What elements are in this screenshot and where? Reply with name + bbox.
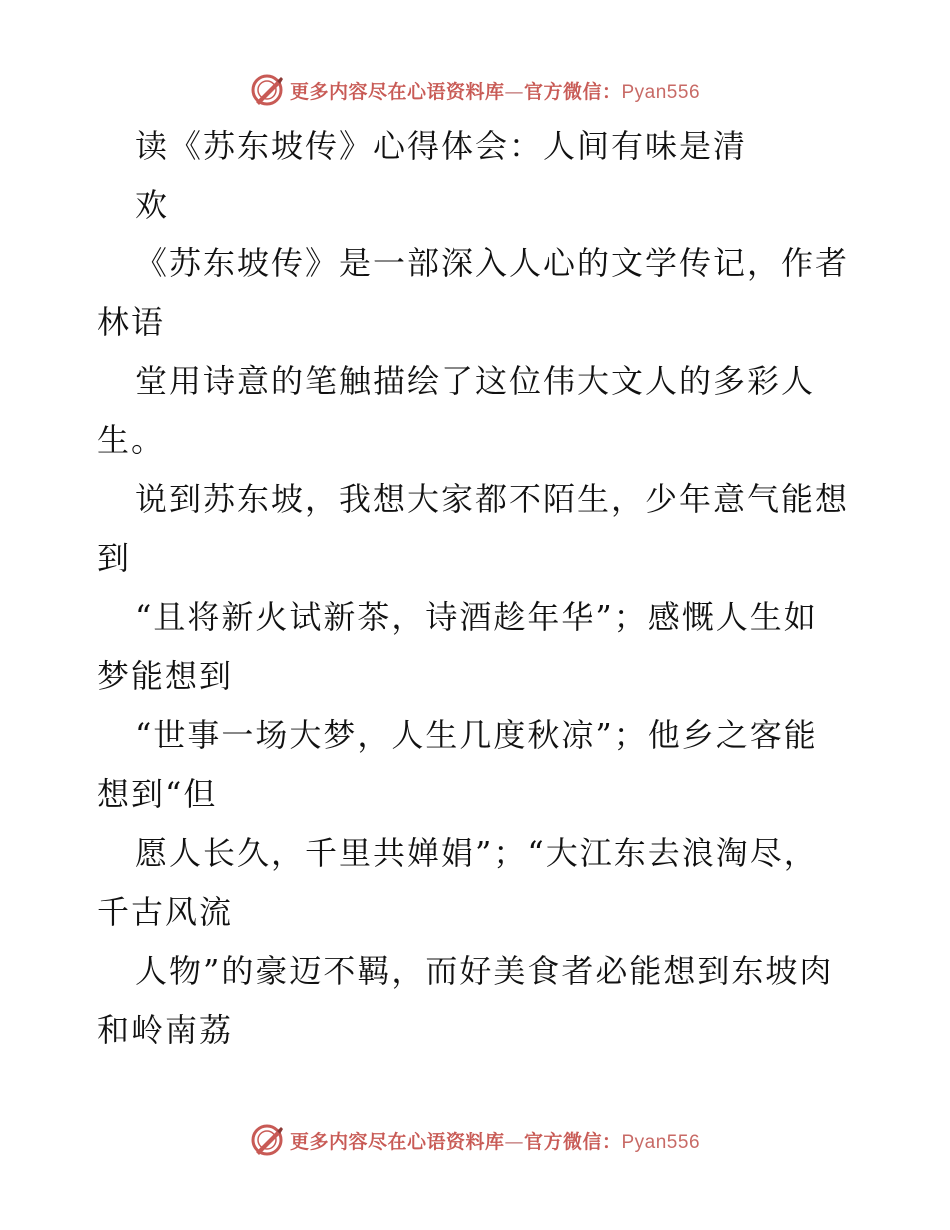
pen-logo-icon [250, 73, 284, 107]
title-line-2: 欢 [135, 186, 170, 224]
footer-banner-dash: — [504, 1130, 524, 1153]
text-line: 想到“但 [97, 775, 218, 813]
footer-banner-text [290, 1127, 700, 1154]
footer-banner-wechat-label: 官方微信： [523, 1130, 622, 1153]
header-banner-dash: — [504, 80, 524, 103]
header-banner-text [290, 77, 700, 104]
text-line: “且将新火试新茶，诗酒趁年华”；感慨人生如 [135, 598, 818, 636]
text-line: 到 [97, 539, 132, 577]
pen-logo-icon [250, 1123, 284, 1157]
text-line: 说到苏东坡，我想大家都不陌生，少年意气能想 [135, 480, 850, 518]
header-banner-wechat-label: 官方微信： [523, 80, 622, 103]
text-line: 堂用诗意的笔触描绘了这位伟大文人的多彩人 [135, 362, 816, 400]
text-line: 人物”的豪迈不羁，而好美食者必能想到东坡肉 [135, 952, 834, 990]
text-line: 生。 [97, 421, 166, 459]
text-line: 林语 [97, 303, 166, 341]
footer-banner-site: 更多内容尽在心语资料库 [289, 1130, 505, 1153]
text-line: “世事一场大梦，人生几度秋凉”；他乡之客能 [135, 716, 818, 754]
text-line: 《苏东坡传》是一部深入人心的文学传记，作者 [135, 244, 850, 282]
header-banner [0, 70, 950, 110]
text-line: 千古风流 [97, 893, 234, 931]
title-line-1: 读《苏东坡传》心得体会：人间有味是清 [135, 127, 748, 165]
header-banner-site: 更多内容尽在心语资料库 [289, 80, 505, 103]
footer-banner [0, 1120, 950, 1160]
header-banner-wechat-id: Pyan556 [621, 81, 701, 103]
footer-banner-wechat-id: Pyan556 [621, 1131, 701, 1153]
text-line: 梦能想到 [97, 657, 234, 695]
text-line: 愿人长久，千里共婵娟”；“大江东去浪淘尽， [135, 834, 818, 872]
text-line: 和岭南荔 [97, 1011, 234, 1049]
